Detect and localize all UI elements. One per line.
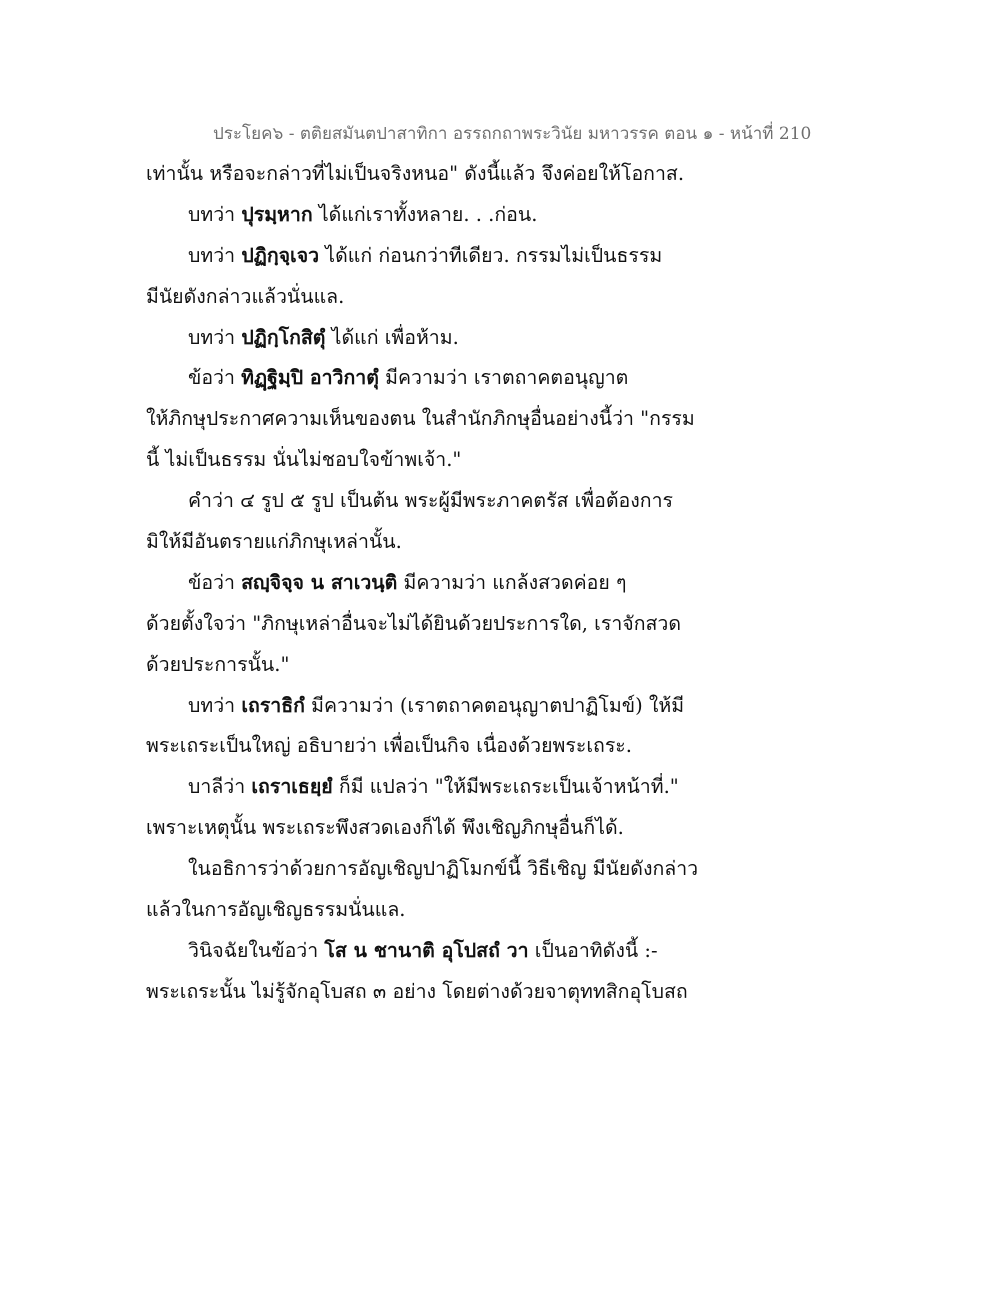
- text-segment: บทว่า: [188, 243, 242, 267]
- text-line: [146, 773, 846, 814]
- text-segment: ด้วยประการนั้น.": [146, 652, 290, 676]
- text-segment: พระเถระนั้น ไม่รู้จักอุโบสถ ๓ อย่าง โดยต่างด้วยจาตุททสิกอุโบสถ: [146, 979, 688, 1003]
- pali-term: ทิฏฺฐิมฺปิ อาวิกาตุํ: [241, 366, 379, 390]
- text-segment: มีความว่า แกล้งสวดค่อย ๆ: [397, 570, 627, 594]
- text-segment: ก็มี แปลว่า "ให้มีพระเถระเป็นเจ้าหน้าที่.": [332, 775, 679, 799]
- pali-term: ปฏิกฺจฺเจว: [241, 243, 320, 267]
- text-line: [146, 732, 846, 773]
- text-segment: พระเถระเป็นใหญ่ อธิบายว่า เพื่อเป็นกิจ เนื่องด้วยพระเถระ.: [146, 734, 632, 758]
- pali-term: ปุรมฺหาก: [241, 202, 313, 226]
- text-line: [146, 896, 846, 937]
- text-line: [146, 651, 846, 692]
- pali-term: สญฺจิจฺจ น สาเวนฺติ: [241, 570, 398, 594]
- text-line: [146, 937, 846, 978]
- text-line: [146, 487, 846, 528]
- text-segment: เท่านั้น หรือจะกล่าวที่ไม่เป็นจริงหนอ" ดังนี้แล้ว จึงค่อยให้โอกาส.: [146, 162, 685, 185]
- text-line: [146, 814, 846, 855]
- text-line: [146, 201, 846, 242]
- text-line: [146, 324, 846, 365]
- text-segment: บทว่า: [188, 325, 242, 349]
- text-line: [146, 283, 846, 324]
- pali-term: เถราเธยฺยํ: [251, 775, 333, 799]
- text-segment: บาลีว่า: [188, 775, 252, 799]
- text-line: [146, 242, 846, 283]
- text-segment: เป็นอาทิดังนี้ :-: [528, 938, 658, 962]
- document-body: [146, 160, 846, 1019]
- text-segment: ได้แก่ เพื่อห้าม.: [325, 325, 459, 349]
- text-segment: แล้วในการอัญเชิญธรรมนั่นแล.: [146, 898, 406, 922]
- text-segment: ให้ภิกษุประกาศความเห็นของตน ในสำนักภิกษุอื่นอย่างนี้ว่า "กรรม: [146, 407, 695, 431]
- text-line: [146, 978, 846, 1019]
- text-line: [146, 446, 846, 487]
- text-segment: ด้วยตั้งใจว่า "ภิกษุเหล่าอื่นจะไม่ได้ยินด้วยประการใด, เราจักสวด: [146, 611, 682, 635]
- pali-term: ปฏิกฺโกสิตุํ: [241, 325, 326, 349]
- text-line: [146, 528, 846, 569]
- text-line: [146, 405, 846, 446]
- pali-term: เถราธิกํ: [241, 693, 305, 717]
- text-segment: ข้อว่า: [188, 366, 242, 390]
- text-segment: มีความว่า เราตถาคตอนุญาต: [378, 366, 629, 390]
- text-segment: บทว่า: [188, 693, 242, 717]
- text-segment: ได้แก่เราทั้งหลาย. . .ก่อน.: [312, 202, 538, 226]
- text-line: [146, 692, 846, 733]
- text-segment: ข้อว่า: [188, 570, 242, 594]
- text-segment: ได้แก่ ก่อนกว่าทีเดียว. กรรมไม่เป็นธรรม: [319, 243, 663, 267]
- pali-term: โส น ชานาติ อุโปสถํ วา: [324, 938, 529, 962]
- text-line: [146, 855, 846, 896]
- text-line: [146, 569, 846, 610]
- text-segment: มิให้มีอันตรายแก่ภิกษุเหล่านั้น.: [146, 530, 402, 554]
- text-segment: เพราะเหตุนั้น พระเถระพึงสวดเองก็ได้ พึงเชิญภิกษุอื่นก็ได้.: [146, 816, 624, 840]
- text-line: [146, 364, 846, 405]
- text-segment: มีความว่า (เราตถาคตอนุญาตปาฏิโมข์) ให้มี: [304, 693, 685, 717]
- text-segment: วินิจฉัยในข้อว่า: [188, 938, 325, 962]
- text-segment: มีนัยดังกล่าวแล้วนั่นแล.: [146, 284, 345, 308]
- text-segment: บทว่า: [188, 202, 242, 226]
- text-segment: ในอธิการว่าด้วยการอัญเชิญปาฏิโมกข์นี้ วิธีเชิญ มีนัยดังกล่าว: [188, 857, 699, 881]
- text-line: [146, 610, 846, 651]
- text-line: [146, 160, 846, 201]
- text-segment: นี้ ไม่เป็นธรรม นั่นไม่ชอบใจข้าพเจ้า.": [146, 448, 462, 472]
- page-header: ประโยค๖ - ตติยสมันตปาสาทิกา อรรถกถาพระวินัย มหาวรรค ตอน ๑ - หน้าที่ 210: [213, 124, 812, 144]
- text-segment: คำว่า ๔ รูป ๕ รูป เป็นต้น พระผู้มีพระภาคตรัส เพื่อต้องการ: [188, 489, 673, 513]
